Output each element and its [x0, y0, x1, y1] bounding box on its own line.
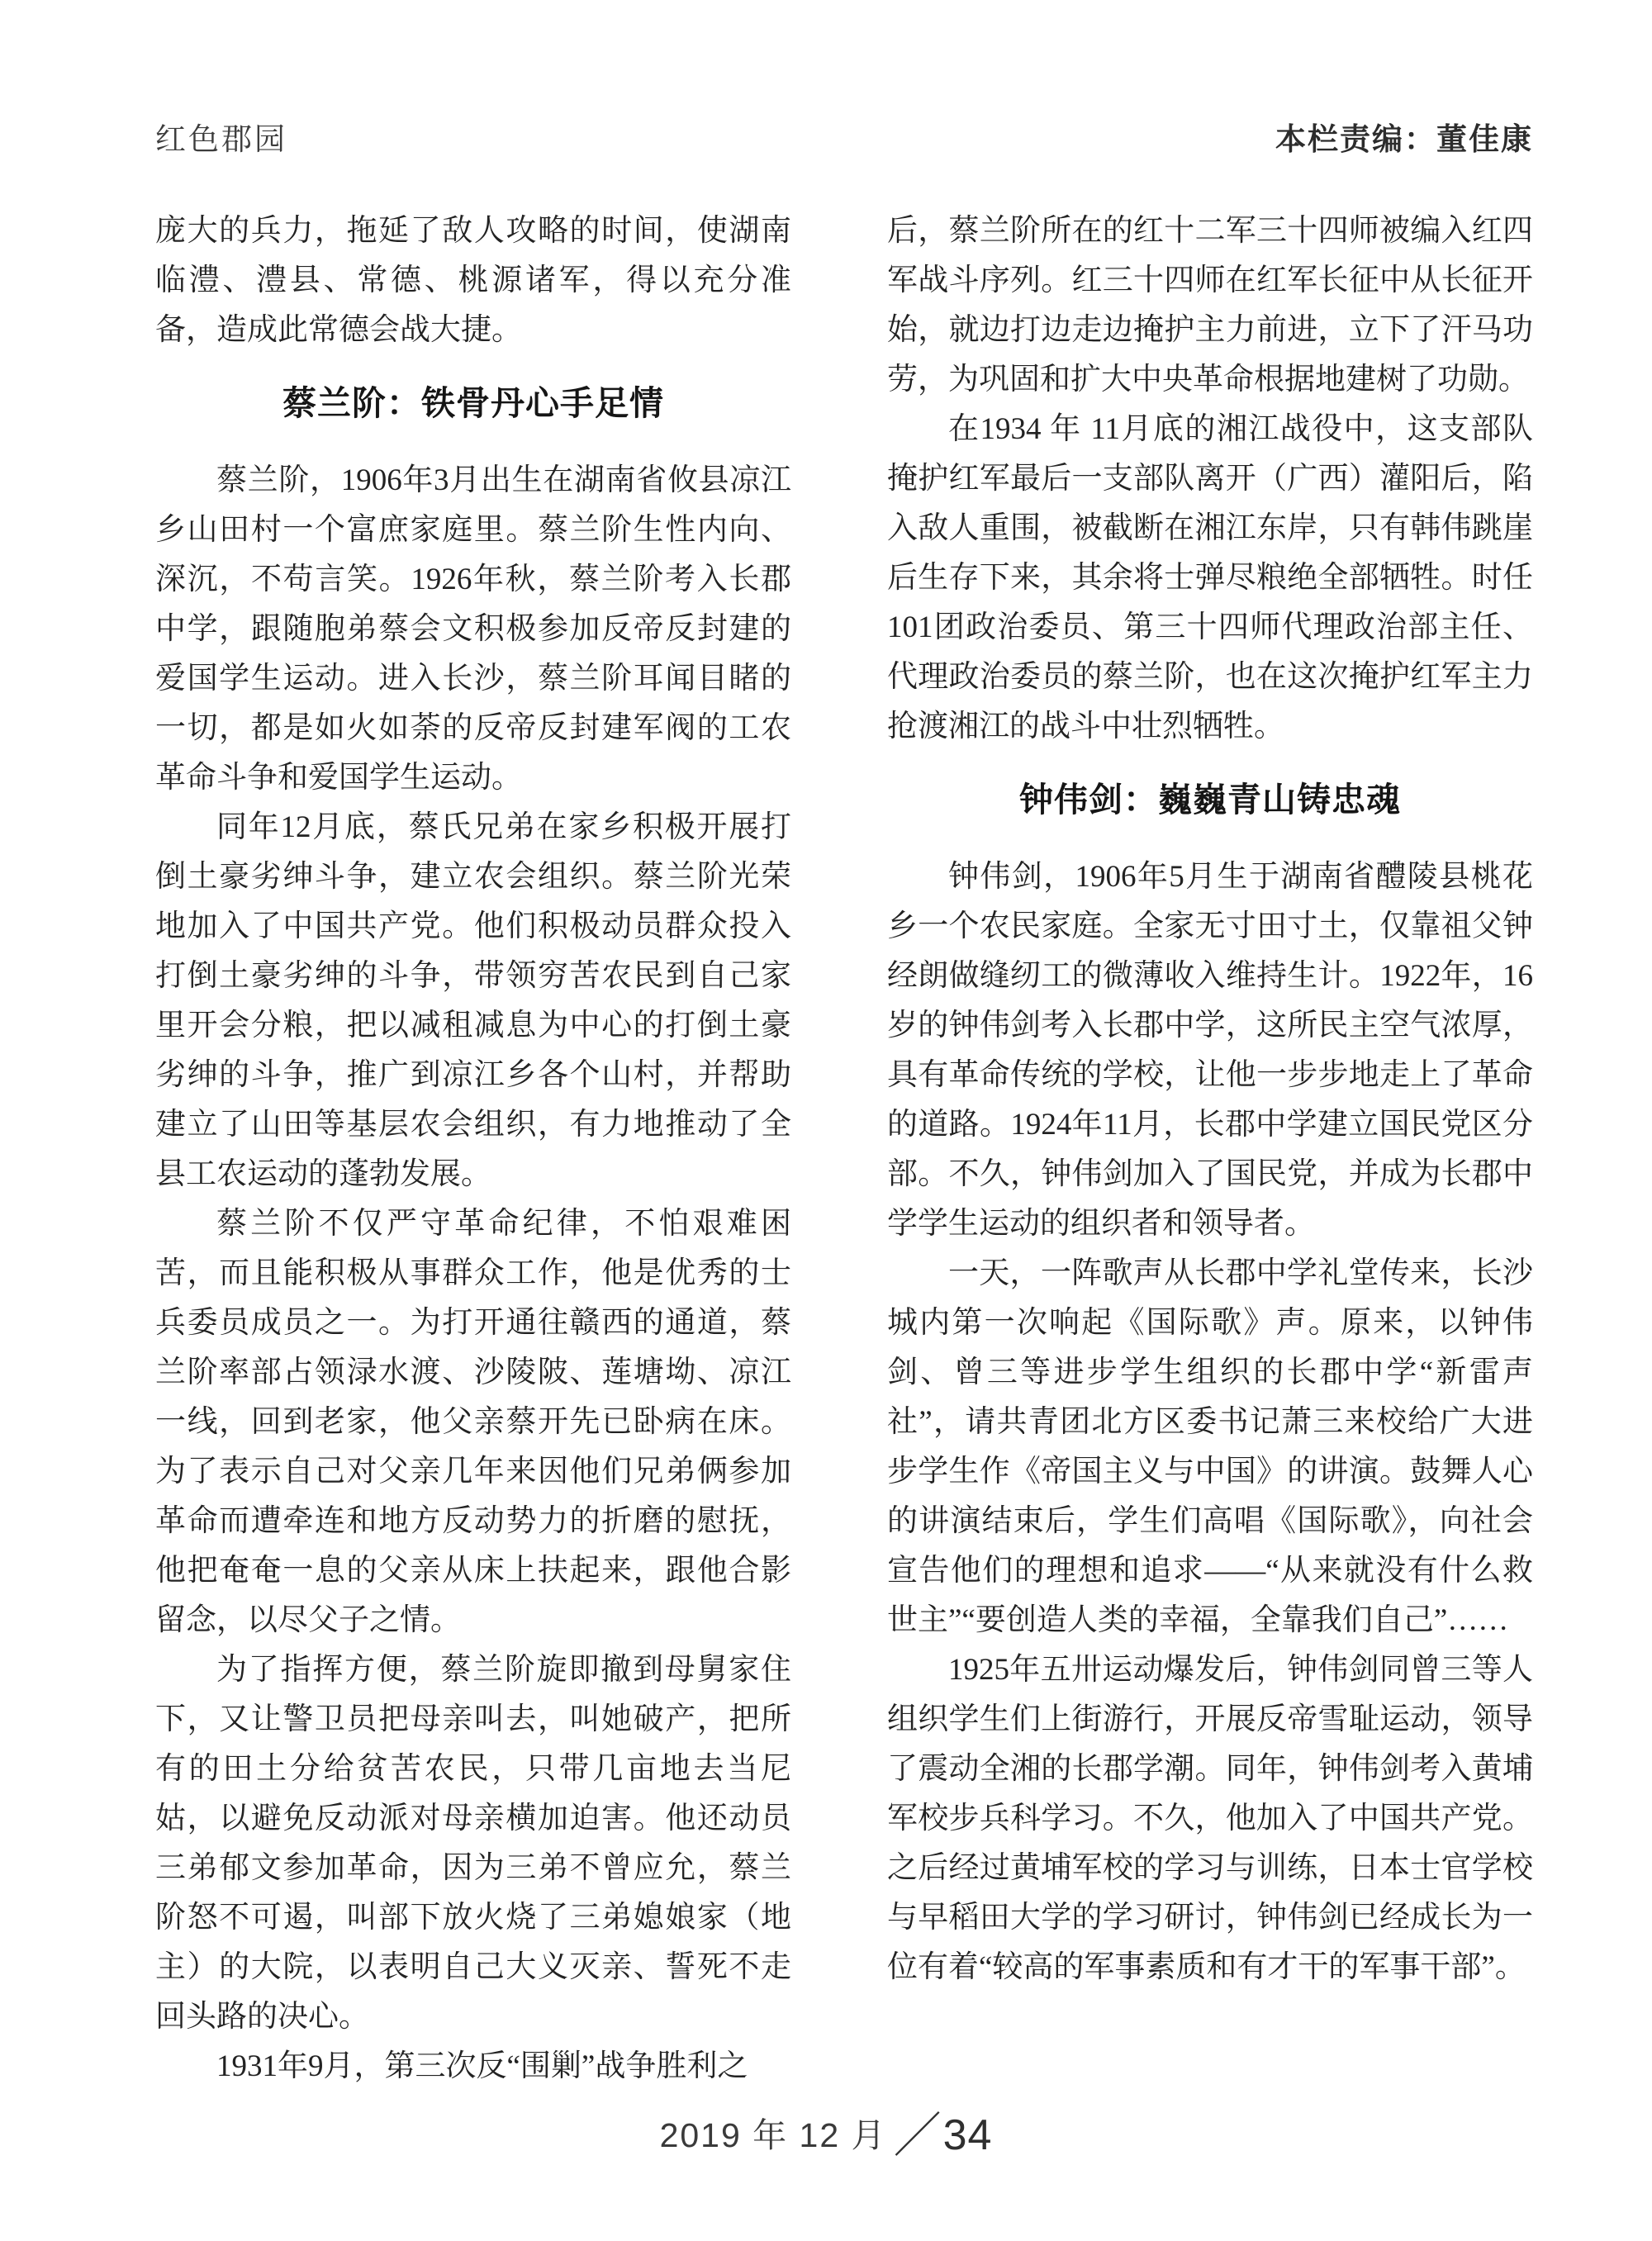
paragraph-zhong-1925: 1925年五卅运动爆发后，钟伟剑同曾三等人组织学生们上街游行，开展反帝雪耻运动，领导了震动全湘的长郡学潮。同年，钟伟剑考入黄埔军校步兵科学习。不久，他加入了中国共产党。之后经过黄埔军校的学习与训练，日本士官学校与早稻田大学的学习研讨，钟伟剑已经成长为一位有着“较高的军事素质和有才干的军事干部”。 — [887, 1653, 1533, 1984]
paragraph-cai-family: 为了指挥方便，蔡兰阶旋即撤到母舅家住下，又让警卫员把母亲叫去，叫她破产，把所有的田土分给贫苦农民，只带几亩地去当尼姑，以避免反动派对母亲横加迫害。他还动员三弟郁文参加革命，因为三弟不曾应允，蔡兰阶怒不可遏，叫部下放火烧了三弟媳娘家（地主）的大院，以表明自己大义灭亲、誓死不走回头路的决心。 — [155, 1653, 791, 2034]
paragraph-zhong-internationale: 一天，一阵歌声从长郡中学礼堂传来，长沙城内第一次响起《国际歌》声。原来，以钟伟剑、曾三等进步学生组织的长郡中学“新雷声社”，请共青团北方区委书记萧三来校给广大进步学生作《帝国主义与中国》的讲演。鼓舞人心的讲演结束后，学生们高唱《国际歌》，向社会宣告他们的理想和追求——“从来就没有什么救世主”“要创造人类的幸福，全靠我们自己”…… — [887, 1256, 1533, 1637]
footer-page-number: 34 — [942, 2111, 993, 2159]
column-section-title: 红色郡园 — [155, 122, 287, 156]
right-column — [887, 207, 1533, 2091]
left-column — [155, 207, 791, 2091]
paragraph-zhong-birth: 钟伟剑，1906年5月生于湖南省醴陵县桃花乡一个农民家庭。全家无寸田寸土，仅靠祖父钟经朗做缝纫工的微薄收入维持生计。1922年，16岁的钟伟剑考入长郡中学，这所民主空气浓厚，具有革命传统的学校，让他一步步地走上了革命的道路。1924年11月，长郡中学建立国民党区分部。不久，钟伟剑加入了国民党，并成为长郡中学学生运动的组织者和领导者。 — [887, 860, 1533, 1241]
article-body — [155, 207, 1533, 2091]
paragraph-changde-battle: 庞大的兵力，拖延了敌人攻略的时间，使湖南临澧、澧县、常德、桃源诸军，得以充分准备，造成此常德会战大捷。 — [155, 214, 791, 347]
page-footer — [0, 2096, 1652, 2166]
section-heading-zhong-weijian: 钟伟剑：巍巍青山铸忠魂 — [1019, 781, 1401, 819]
paragraph-xiangjiang-battle: 在1934 年 11月底的湘江战役中，这支部队掩护红军最后一支部队离开（广西）灌阳后，陷入敌人重围，被截断在湘江东岸，只有韩伟跳崖后生存下来，其余将士弹尽粮绝全部牺牲。时任101团政治委员、第三十四师代理政治部主任、代理政治委员的蔡兰阶，也在这次掩护红军主力抢渡湘江的战斗中壮烈牺牲。 — [887, 412, 1533, 743]
footer-issue-date: 2019 年 12 月 — [659, 2116, 887, 2154]
page-header — [155, 114, 1533, 159]
paragraph-red-34th-division: 后，蔡兰阶所在的红十二军三十四师被编入红四军战斗序列。红三十四师在红军长征中从长征开始，就边打边走边掩护主力前进，立下了汗马功劳，为巩固和扩大中央革命根据地建树了功勋。 — [887, 214, 1533, 396]
paragraph-cai-1931: 1931年9月，第三次反“围剿”战争胜利之 — [216, 2049, 748, 2083]
section-heading-cai-lanjie: 蔡兰阶：铁骨丹心手足情 — [282, 384, 664, 422]
paragraph-cai-peasant-association: 同年12月底，蔡氏兄弟在家乡积极开展打倒土豪劣绅斗争，建立农会组织。蔡兰阶光荣地加入了中国共产党。他们积极动员群众投入打倒土豪劣绅的斗争，带领穷苦农民到自己家里开会分粮，把以减租减息为中心的打倒土豪劣绅的斗争，推广到凉江乡各个山村，并帮助建立了山田等基层农会组织，有力地推动了全县工农运动的蓬勃发展。 — [155, 810, 791, 1191]
column-editor-credit: 本栏责编：董佳康 — [1275, 122, 1533, 156]
paragraph-cai-discipline: 蔡兰阶不仅严守革命纪律，不怕艰难困苦，而且能积极从事群众工作，他是优秀的士兵委员成员之一。为打开通往赣西的通道，蔡兰阶率部占领渌水渡、沙陵陂、莲塘坳、凉江一线，回到老家，他父亲蔡开先已卧病在床。为了表示自己对父亲几年来因他们兄弟俩参加革命而遭牵连和地方反动势力的折磨的慰抚，他把奄奄一息的父亲从床上扶起来，跟他合影留念，以尽父子之情。 — [155, 1207, 791, 1637]
paragraph-cai-birth: 蔡兰阶，1906年3月出生在湖南省攸县凉江乡山田村一个富庶家庭里。蔡兰阶生性内向、深沉，不苟言笑。1926年秋，蔡兰阶考入长郡中学，跟随胞弟蔡会文积极参加反帝反封建的爱国学生运动。进入长沙，蔡兰阶耳闻目睹的一切，都是如火如荼的反帝反封建军阀的工农革命斗争和爱国学生运动。 — [155, 463, 791, 795]
footer-slash-divider: ／ — [893, 2109, 942, 2163]
